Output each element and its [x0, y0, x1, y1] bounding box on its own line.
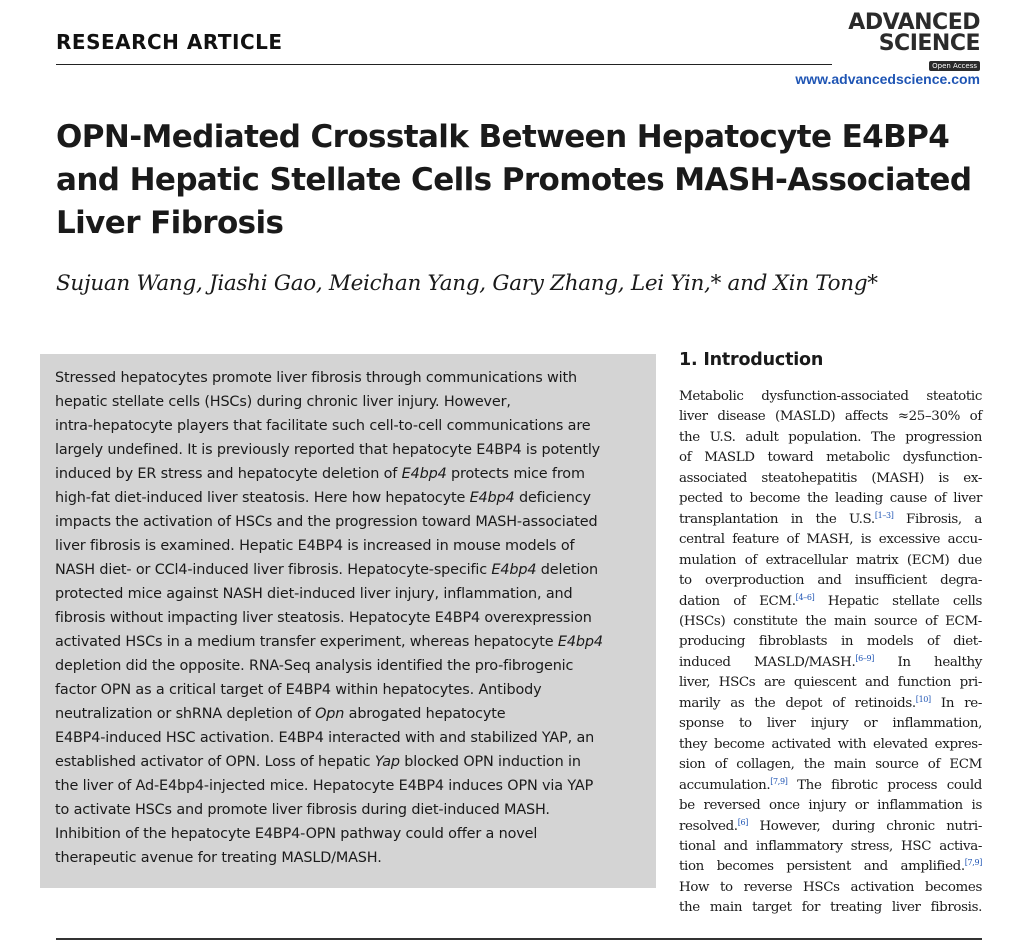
abstract-text-segment: established activator of OPN. Loss of hepatic [55, 754, 375, 770]
article-title: OPN-Mediated Crosstalk Between Hepatocyte E4BP4 and Hepatic Stellate Cells Promotes MASH-Associated Liver Fibrosis [56, 119, 972, 241]
abstract-line [55, 702, 645, 726]
gene-name: E4bp4 [491, 562, 537, 578]
gene-name: E4bp4 [557, 634, 603, 650]
gene-name: E4bp4 [469, 490, 515, 506]
body-text-segment: However, during chronic nutri- [748, 818, 982, 834]
abstract-line [55, 438, 645, 462]
abstract-line [55, 366, 645, 390]
abstract-text-segment: activated HSCs in a medium transfer experiment, whereas hepatocyte [55, 634, 558, 650]
body-line [679, 632, 982, 652]
body-text-segment: tional and inflammatory stress, HSC activa- [679, 838, 982, 854]
body-line [679, 489, 982, 509]
body-text-segment: sion of collagen, the main source of ECM [679, 757, 982, 773]
abstract-text-segment: blocked OPN induction in [399, 754, 581, 770]
abstract-line [55, 606, 645, 630]
abstract-line [55, 558, 645, 582]
body-line [679, 592, 982, 612]
body-text-segment: (HSCs) constitute the main source of ECM- [679, 613, 982, 629]
abstract-text-segment: the liver of Ad-E4bp4-injected mice. Hepatocyte E4BP4 induces OPN via YAP [55, 778, 594, 794]
body-text-segment: transplantation in the U.S. [679, 511, 875, 527]
abstract-text-segment: protected mice against NASH diet-induced liver injury, inflammation, and [55, 586, 573, 602]
body-text-segment: Hepatic stellate cells [814, 593, 982, 609]
abstract-text-segment: deficiency [514, 490, 591, 506]
body-text-segment: they become activated with elevated expres- [679, 736, 982, 752]
body-text-segment: central feature of MASH, is excessive accu- [679, 532, 982, 548]
abstract-text-segment: liver fibrosis is examined. Hepatic E4BP4 is increased in mouse models of [55, 538, 575, 554]
body-line [679, 612, 982, 632]
citation-link[interactable]: [6–9] [855, 653, 875, 663]
footer-divider [56, 938, 982, 940]
body-text-segment: to overproduction and insufficient degra- [679, 573, 982, 589]
gene-name: Opn [315, 706, 345, 722]
body-line [679, 469, 982, 489]
body-text-segment: of MASLD toward metabolic dysfunction- [679, 450, 982, 466]
citation-link[interactable]: [7,9] [964, 858, 982, 868]
abstract-line [55, 822, 645, 846]
abstract-text-segment: NASH diet- or CCl4-induced liver fibrosis. Hepatocyte-specific [55, 562, 492, 578]
abstract-line [55, 774, 645, 798]
body-text-segment: In re- [930, 695, 983, 711]
open-access-badge: Open Access [929, 61, 980, 71]
body-line [679, 898, 982, 918]
body-line [679, 551, 982, 571]
abstract-text-segment: to activate HSCs and promote liver fibrosis during diet-induced MASH. [55, 802, 550, 818]
body-text-segment: Fibrosis, a [893, 511, 982, 527]
body-text-segment: the main target for treating liver fibrosis. [679, 900, 982, 916]
body-text-segment: be reversed once injury or inflammation is [679, 798, 982, 814]
abstract-text-segment: E4BP4-induced HSC activation. E4BP4 interacted with and stabilized YAP, an [55, 730, 595, 746]
body-line [679, 755, 982, 775]
body-text-segment: liver, HSCs are quiescent and function pri- [679, 675, 982, 691]
body-text-segment: sponse to liver injury or inflammation, [679, 716, 982, 732]
abstract-line [55, 582, 645, 606]
abstract-line [55, 462, 645, 486]
abstract-text-segment: neutralization or shRNA depletion of [55, 706, 316, 722]
abstract-text-segment: fibrosis without impacting liver steatosis. Hepatocyte E4BP4 overexpression [55, 610, 592, 626]
citation-link[interactable]: [10] [915, 694, 931, 704]
abstract-text [55, 366, 645, 870]
abstract-line [55, 726, 645, 750]
abstract-line [55, 654, 645, 678]
journal-url-link[interactable]: www.advancedscience.com [795, 71, 980, 87]
body-text-segment: The fibrotic process could [787, 777, 982, 793]
body-line [679, 387, 982, 407]
body-line [679, 673, 982, 693]
body-text-segment: tion becomes persistent and amplified. [679, 859, 965, 875]
body-line [679, 776, 982, 796]
body-text-segment: resolved. [679, 818, 738, 834]
body-text-segment: In healthy [874, 654, 982, 670]
abstract-line [55, 630, 645, 654]
body-line [679, 428, 982, 448]
section-label: RESEARCH ARTICLE [56, 30, 283, 54]
body-text-segment: induced MASLD/MASH. [679, 654, 856, 670]
abstract-text-segment: impacts the activation of HSCs and the progression toward MASH-associated [55, 514, 598, 530]
body-line [679, 407, 982, 427]
abstract-text-segment: hepatic stellate cells (HSCs) during chronic liver injury. However, [55, 394, 511, 410]
body-line [679, 857, 982, 877]
abstract-text-segment: largely undefined. It is previously reported that hepatocyte E4BP4 is potently [55, 442, 601, 458]
body-text-segment: dation of ECM. [679, 593, 796, 609]
body-line [679, 510, 982, 530]
abstract-line [55, 798, 645, 822]
body-line [679, 714, 982, 734]
gene-name: E4bp4 [401, 466, 447, 482]
body-text-segment: producing fibroblasts in models of diet- [679, 634, 982, 650]
body-line [679, 530, 982, 550]
body-line [679, 448, 982, 468]
abstract-line [55, 510, 645, 534]
body-text-segment: liver disease (MASLD) affects ≈25–30% of [679, 409, 982, 425]
abstract-text-segment: protects mice from [446, 466, 585, 482]
abstract-line [55, 846, 645, 870]
abstract-text-segment: deletion [536, 562, 598, 578]
abstract-text-segment: factor OPN as a critical target of E4BP4 within hepatocytes. Antibody [55, 682, 542, 698]
body-line [679, 571, 982, 591]
body-text-segment: the U.S. adult population. The progression [679, 429, 982, 445]
header-divider [56, 64, 832, 65]
abstract-line [55, 678, 645, 702]
body-text-segment: How to reverse HSCs activation becomes [679, 879, 982, 895]
abstract-text-segment: high-fat diet-induced liver steatosis. Here how hepatocyte [55, 490, 470, 506]
abstract-line [55, 414, 645, 438]
abstract-line [55, 390, 645, 414]
citation-link[interactable]: [7,9] [770, 776, 788, 786]
journal-logo[interactable] [838, 10, 980, 71]
abstract-text-segment: depletion did the opposite. RNA-Seq analysis identified the pro-fibrogenic [55, 658, 574, 674]
logo-line-1: ADVANCED [848, 10, 980, 35]
abstract-line [55, 750, 645, 774]
abstract-text-segment: intra-hepatocyte players that facilitate such cell-to-cell communications are [55, 418, 591, 434]
body-text-segment: Metabolic dysfunction-associated steatotic [679, 389, 982, 404]
abstract-text-segment: therapeutic avenue for treating MASLD/MASH. [55, 850, 382, 866]
section-heading-introduction: 1. Introduction [679, 350, 824, 370]
body-text-segment: accumulation. [679, 777, 771, 793]
body-line [679, 653, 982, 673]
citation-link[interactable]: [6] [737, 817, 749, 827]
gene-name: Yap [374, 754, 400, 770]
author-list: Sujuan Wang, Jiashi Gao, Meichan Yang, Gary Zhang, Lei Yin,* and Xin Tong* [56, 271, 878, 296]
abstract-text-segment: Inhibition of the hepatocyte E4BP4-OPN pathway could offer a novel [55, 826, 538, 842]
body-line [679, 735, 982, 755]
abstract-text-segment: induced by ER stress and hepatocyte deletion of [55, 466, 402, 482]
body-line [679, 796, 982, 816]
body-text-segment: associated steatohepatitis (MASH) is ex- [679, 470, 982, 486]
body-line [679, 878, 982, 898]
abstract-text-segment: abrogated hepatocyte [344, 706, 506, 722]
introduction-body [679, 387, 982, 919]
body-text-segment: marily as the depot of retinoids. [679, 695, 916, 711]
body-line [679, 837, 982, 857]
citation-link[interactable]: [1–3] [874, 510, 894, 520]
body-line [679, 817, 982, 837]
body-text-segment: pected to become the leading cause of liver [679, 491, 982, 507]
logo-line-2: SCIENCE [878, 30, 980, 56]
body-text-segment: mulation of extracellular matrix (ECM) due [679, 552, 982, 568]
citation-link[interactable]: [4–6] [795, 592, 815, 602]
abstract-line [55, 534, 645, 558]
abstract-line [55, 486, 645, 510]
abstract-text-segment: Stressed hepatocytes promote liver fibrosis through communications with [55, 370, 577, 386]
body-line [679, 694, 982, 714]
